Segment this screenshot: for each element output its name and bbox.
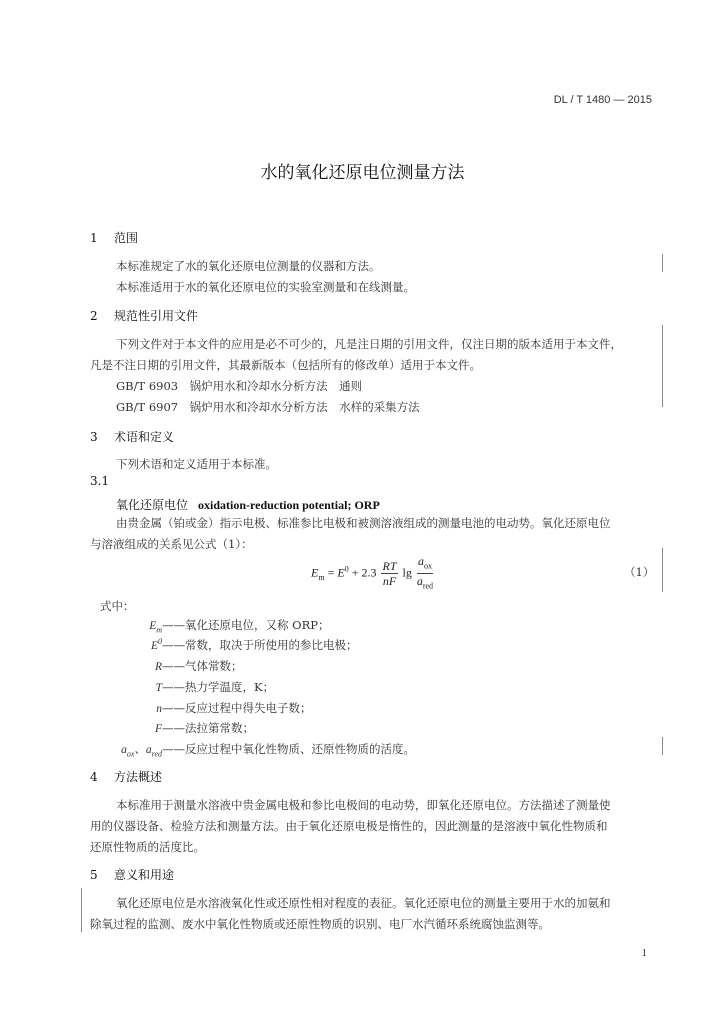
variable-definition: [112, 617, 329, 634]
reference-code: GB/T 6907: [116, 400, 179, 414]
variable-definition: [112, 658, 243, 674]
section-title: 规范性引用文件: [114, 309, 199, 323]
paragraph: 下列术语和定义适用于本标准。: [116, 457, 277, 471]
revision-bar: [662, 325, 663, 407]
nernst-equation: $E_m = E^0 + 2.3$ $\frac{RT}{nF}$ lg $\frac{a_{ox}}{a_{red}}$: [311, 554, 434, 591]
section-title: 意义和用途: [114, 868, 175, 882]
section-title: 范围: [114, 231, 139, 245]
reference-code: GB/T 6903: [116, 379, 179, 393]
subsection-number: 3.1: [90, 474, 110, 488]
section-title: 术语和定义: [114, 430, 175, 444]
reference-title: 锅炉用水和冷却水分析方法 通则: [189, 379, 363, 393]
reference-title: 锅炉用水和冷却水分析方法 水样的采集方法: [189, 400, 420, 414]
section-number: 2: [90, 309, 98, 323]
section-5-heading: [90, 866, 174, 883]
variable-definition: [112, 679, 274, 695]
revision-bar: [662, 548, 663, 592]
variable-definition: [112, 637, 358, 653]
symbol: $E^0$: [150, 637, 162, 652]
term-english: oxidation-reduction potential; ORP: [198, 498, 380, 512]
section-4-heading: [90, 768, 162, 785]
symbol-description: ——反应过程中氧化性物质、还原性物质的活度。: [162, 742, 415, 756]
paragraph: 氧化还原电位是水溶液氧化性或还原性相对程度的表征。氧化还原电位的测量主要用于水的加氨和: [116, 896, 611, 910]
paragraph: 凡是不注日期的引用文件，其最新版本（包括所有的修改单）适用于本文件。: [90, 358, 481, 372]
revision-bar: [662, 254, 663, 272]
symbol-description: ——氧化还原电位，又称 ORP；: [162, 618, 330, 632]
where-label: 式中：: [100, 599, 135, 613]
section-1-heading: [90, 229, 138, 246]
equation-number: （1）: [624, 565, 655, 579]
standard-code-header: DL / T 1480 — 2015: [553, 94, 652, 106]
section-3-heading: [90, 428, 174, 445]
document-title: 水的氧化还原电位测量方法: [260, 163, 465, 183]
symbol: n: [156, 703, 162, 715]
paragraph: 用的仪器设备、检验方法和测量方法。由于氧化还原电极是惰性的，因此测量的是溶液中氧化性物质和: [90, 819, 608, 833]
variable-definition: [112, 700, 312, 716]
symbol-description: ——法拉第常数；: [162, 721, 254, 735]
revision-bar: [81, 888, 82, 932]
section-number: 5: [90, 868, 98, 882]
paragraph: 本标准适用于水的氧化还原电位的实验室测量和在线测量。: [116, 280, 415, 294]
symbol: F: [154, 723, 162, 735]
symbol-description: ——反应过程中得失电子数；: [162, 701, 312, 715]
symbol-description: ——气体常数；: [162, 659, 243, 673]
symbol: $a_{ox}$、$a_{red}$: [121, 744, 162, 759]
paragraph: 与溶液组成的关系见公式（1）：: [90, 537, 253, 551]
paragraph: 本标准规定了水的氧化还原电位测量的仪器和方法。: [116, 259, 381, 273]
page-number: 1: [641, 947, 647, 959]
variable-definition: [112, 720, 254, 736]
symbol: T: [155, 682, 162, 694]
section-number: 4: [90, 770, 98, 784]
symbol-description: ——热力学温度，K；: [162, 680, 275, 694]
symbol: $E_m$: [149, 620, 162, 635]
paragraph: 由贵金属（铂或金）指示电极、标准参比电极和被测溶液组成的测量电池的电动势。氧化还原电位: [116, 516, 611, 530]
reference-item: [116, 378, 362, 394]
paragraph: 还原性物质的活度比。: [90, 840, 205, 854]
reference-item: [116, 399, 420, 415]
section-title: 方法概述: [114, 770, 163, 784]
paragraph: 下列文件对于本文件的应用是必不可少的，凡是注日期的引用文件，仅注日期的版本适用于本文件，: [116, 337, 622, 351]
term-chinese: 氧化还原电位: [116, 498, 189, 512]
symbol-description: ——常数，取决于所使用的参比电极；: [162, 638, 358, 652]
symbol: R: [154, 661, 162, 673]
section-2-heading: [90, 307, 198, 324]
section-number: 1: [90, 231, 98, 245]
revision-bar: [662, 737, 663, 755]
section-number: 3: [90, 430, 98, 444]
variable-definition: [112, 741, 415, 758]
term-entry: [116, 494, 380, 513]
paragraph: 除氧过程的监测、废水中氧化性物质或还原性物质的识别、电厂水汽循环系统腐蚀监测等。: [90, 917, 550, 931]
paragraph: 本标准用于测量水溶液中贵金属电极和参比电极间的电动势，即氧化还原电位。方法描述了测量使: [116, 798, 611, 812]
